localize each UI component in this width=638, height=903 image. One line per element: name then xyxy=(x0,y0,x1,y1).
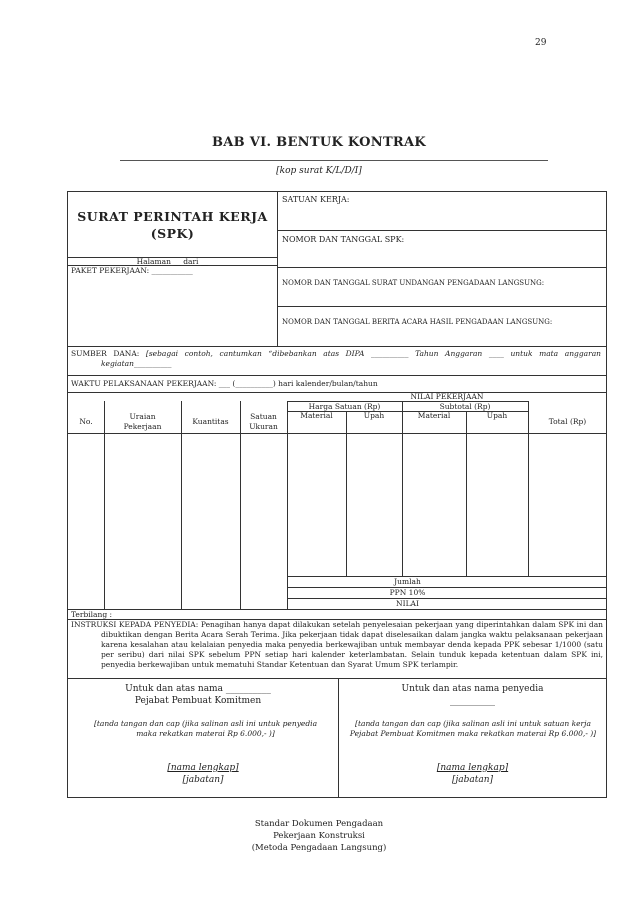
footer-line1: Standar Dokumen Pengadaan xyxy=(254,819,384,829)
instruksi-label: INSTRUKSI KEPADA PENYEDIA: xyxy=(71,620,199,629)
footer-line3: (Metoda Pengadaan Langsung) xyxy=(251,843,387,853)
col-total: Total (Rp) xyxy=(548,417,587,426)
ppn: PPN 10% xyxy=(389,588,426,597)
row-divider xyxy=(277,230,607,231)
row-divider xyxy=(68,375,607,376)
instruksi xyxy=(71,620,603,670)
footer-line2: Pekerjaan Konstruksi xyxy=(273,831,365,841)
col-material: Material xyxy=(417,411,451,420)
waktu-pelaksanaan: WAKTU PELAKSANAAN PEKERJAAN: ___ (__________) hari kalender/bulan/tahun xyxy=(71,379,378,388)
jumlah: Jumlah xyxy=(394,577,421,586)
sig-left-name-block xyxy=(68,762,338,786)
instruksi-text: Penagihan hanya dapat dilakukan setelah penyelesaian pekerjaan yang diperintahkan dalam SPK ini dan dibuktikan dengan Berita Acara Serah Terima. Jika pekerjaan tidak dapat diselesaikan dalam jangka waktu pelaksanaan pekerjaan karena kesalahan atau kelalaian penyedia maka penyedia berkewajiban untuk membayar denda kepada PPK sebesar 1/1000 (satu per seribu) dari nilai SPK sebelum PPN setiap hari kalender keterlambatan. Selain tunduk kepada ketentuan dalam SPK ini, penyedia berkewajiban untuk mematuhi Standar Ketentuan dan Syarat Umum SPK terlampir. xyxy=(101,620,603,669)
sumber-dana-label: SUMBER DANA: xyxy=(71,349,140,358)
sig-right-name: [nama lengkap] xyxy=(436,763,509,773)
col-satuan-line2: Ukuran xyxy=(249,421,278,431)
sig-left-line1: Untuk dan atas nama __________ xyxy=(125,684,271,694)
col-uraian xyxy=(104,412,181,431)
spk-title-line1: SURAT PERINTAH KERJA xyxy=(77,209,268,224)
col-divider xyxy=(240,401,241,609)
terbilang: Terbilang : xyxy=(71,610,113,619)
sig-right-title: [jabatan] xyxy=(451,775,494,785)
row-divider xyxy=(277,267,607,268)
nilai-pekerjaan: NILAI PEKERJAAN xyxy=(410,392,484,401)
col-satuan xyxy=(240,412,287,431)
row-divider xyxy=(277,306,607,307)
col-upah: Upah xyxy=(486,411,508,420)
chapter-title: BAB VI. BENTUK KONTRAK xyxy=(211,135,427,150)
col-divider xyxy=(466,411,467,576)
col-divider xyxy=(402,401,403,576)
col-upah: Upah xyxy=(363,411,385,420)
sig-right-line1: Untuk dan atas nama penyedia xyxy=(401,684,544,694)
sig-right-note: [tanda tangan dan cap (jika salinan asli ini untuk satuan kerja Pejabat Pembuat Komitmen maka rekatkan materai Rp 6.000,- )] xyxy=(349,719,597,738)
header-divider xyxy=(277,192,278,346)
col-harga-satuan: Harga Satuan (Rp) xyxy=(308,402,381,411)
col-uraian-line2: Pekerjaan xyxy=(123,421,162,431)
sig-left-line2: Pejabat Pembuat Komitmen xyxy=(134,696,262,706)
kop-surat: [kop surat K/L/D/I] xyxy=(276,166,362,176)
col-divider xyxy=(346,411,347,576)
row-divider xyxy=(68,609,607,610)
col-subtotal: Subtotal (Rp) xyxy=(439,402,491,411)
col-no: No. xyxy=(79,417,93,426)
col-satuan-line1: Satuan xyxy=(250,412,277,421)
satuan-kerja: SATUAN KERJA: xyxy=(282,195,350,204)
sig-right-line2: __________ xyxy=(450,696,495,706)
nilai: NILAI xyxy=(396,599,419,608)
col-divider xyxy=(528,401,529,576)
spk-form xyxy=(67,191,607,798)
spk-title xyxy=(68,208,277,242)
nomor-berita-acara: NOMOR DAN TANGGAL BERITA ACARA HASIL PENGADAAN LANGSUNG: xyxy=(282,318,553,326)
nomor-tanggal-spk: NOMOR DAN TANGGAL SPK: xyxy=(282,235,405,244)
sig-left-header xyxy=(68,683,328,707)
nomor-undangan: NOMOR DAN TANGGAL SURAT UNDANGAN PENGADAAN LANGSUNG: xyxy=(282,279,545,287)
kop-divider xyxy=(120,160,548,161)
halaman: Halaman __ dari __ xyxy=(136,257,209,266)
sig-left-name: [nama lengkap] xyxy=(167,763,239,773)
spk-title-line2: (SPK) xyxy=(150,226,195,241)
sig-left-title: [jabatan] xyxy=(182,775,224,785)
footer xyxy=(0,818,638,854)
sumber-dana xyxy=(71,349,601,369)
sig-right-header xyxy=(338,683,607,707)
col-divider xyxy=(181,401,182,609)
col-material: Material xyxy=(300,411,333,420)
col-uraian-line1: Uraian xyxy=(129,412,156,421)
row-divider xyxy=(68,346,607,347)
sumber-dana-text: [sebagai contoh, cantumkan “dibebankan atas DIPA __________ Tahun Anggaran ____ untuk mata anggaran kegiatan__________ xyxy=(101,349,602,368)
row-divider xyxy=(68,433,607,434)
sig-left-note: [tanda tangan dan cap (jika salinan asli ini untuk penyedia maka rekatkan materai Rp 6.000,- )] xyxy=(93,719,318,738)
sig-right-name-block xyxy=(338,762,607,786)
page-number: 29 xyxy=(535,38,547,48)
col-kuantitas: Kuantitas xyxy=(192,417,229,426)
col-divider xyxy=(104,401,105,609)
paket-pekerjaan: PAKET PEKERJAAN: ___________ xyxy=(71,266,193,275)
